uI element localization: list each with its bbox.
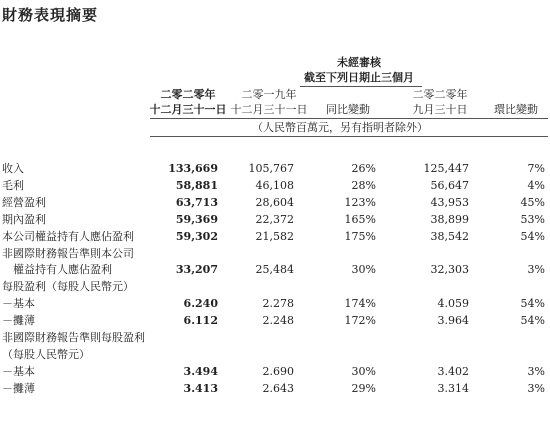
cell-yoy-change: 30%	[351, 263, 376, 277]
header-group-line1: 未經審核	[337, 56, 381, 69]
row-label: （每股人民幣元）	[2, 347, 90, 361]
cell-prior-quarter: 3.964	[437, 314, 469, 328]
cell-prior-year-quarter: 105,767	[248, 162, 294, 175]
cell-current-quarter: 59,369	[175, 212, 218, 226]
cell-qoq-change: 54%	[520, 229, 545, 243]
cell-prior-year-quarter: 46,108	[255, 178, 294, 192]
header-col2-line2: 十二月三十一日	[230, 103, 308, 116]
row-label: 非國際財務報告準則本公司	[2, 246, 134, 260]
cell-qoq-change: 7%	[527, 162, 545, 175]
row-label: 權益持有人應佔盈利	[2, 263, 112, 277]
cell-prior-year-quarter: 2.690	[262, 364, 294, 378]
cell-prior-quarter: 3.314	[437, 381, 469, 395]
cell-prior-year-quarter: 28,604	[255, 195, 294, 209]
cell-prior-year-quarter: 21,582	[255, 229, 294, 243]
row-label: 非國際財務報告準則每股盈利	[2, 331, 145, 344]
cell-prior-year-quarter: 2.278	[262, 297, 294, 311]
cell-prior-quarter: 125,447	[423, 162, 469, 175]
cell-qoq-change: 45%	[520, 195, 545, 209]
cell-prior-quarter: 56,647	[430, 178, 469, 192]
cell-yoy-change: 174%	[344, 297, 376, 311]
header-col1-line1: 二零二零年	[160, 88, 216, 101]
cell-current-quarter: 59,302	[175, 229, 218, 243]
cell-yoy-change: 28%	[351, 178, 376, 192]
cell-prior-year-quarter: 2.643	[262, 381, 294, 395]
cell-qoq-change: 4%	[527, 178, 545, 192]
row-label: 每股盈利（每股人民幣元）	[2, 280, 134, 294]
cell-yoy-change: 123%	[344, 195, 376, 209]
cell-qoq-change: 53%	[520, 212, 545, 226]
cell-current-quarter: 6.240	[183, 297, 218, 311]
cell-current-quarter: 33,207	[175, 263, 218, 277]
row-label: －基本	[2, 297, 35, 311]
cell-yoy-change: 172%	[344, 314, 376, 328]
cell-prior-quarter: 38,899	[430, 212, 469, 226]
header-col1-line2: 十二月三十一日	[149, 103, 227, 116]
row-label: －攤薄	[2, 381, 35, 395]
row-label: 期內盈利	[2, 212, 46, 226]
row-label: 經營盈利	[2, 195, 46, 209]
header-rule-group	[300, 86, 422, 87]
header-rule-columns	[150, 118, 548, 119]
cell-prior-year-quarter: 2.248	[262, 314, 294, 328]
header-col2-line1: 二零一九年	[241, 88, 297, 101]
page-title: 財務表現摘要	[2, 6, 99, 24]
cell-qoq-change: 54%	[520, 314, 545, 328]
cell-yoy-change: 30%	[351, 364, 376, 378]
header-unit-note: （人民幣百萬元，另有指明者除外）	[252, 121, 428, 134]
cell-prior-quarter: 38,542	[430, 229, 469, 243]
header-col5-label: 環比變動	[494, 103, 538, 116]
cell-current-quarter: 133,669	[168, 162, 218, 175]
row-label: －攤薄	[2, 314, 35, 328]
cell-prior-year-quarter: 22,372	[255, 212, 294, 226]
row-label: 本公司權益持有人應佔盈利	[2, 229, 134, 243]
cell-qoq-change: 3%	[527, 263, 545, 277]
cell-yoy-change: 26%	[351, 162, 376, 175]
header-group-line2: 截至下列日期止三個月	[304, 71, 414, 84]
header-col3-label: 同比變動	[326, 103, 370, 116]
header-col4-line1: 二零二零年	[412, 88, 468, 101]
cell-yoy-change: 175%	[344, 229, 376, 243]
cell-prior-quarter: 32,303	[430, 263, 469, 277]
cell-prior-year-quarter: 25,484	[255, 263, 294, 277]
cell-qoq-change: 3%	[527, 381, 545, 395]
row-label: 收入	[2, 162, 24, 175]
cell-prior-quarter: 3.402	[437, 364, 469, 378]
cell-current-quarter: 6.112	[183, 314, 218, 328]
header-rule-bottom	[150, 136, 548, 137]
row-label: －基本	[2, 364, 35, 378]
row-label: 毛利	[2, 178, 24, 192]
cell-qoq-change: 54%	[520, 297, 545, 311]
cell-yoy-change: 165%	[344, 212, 376, 226]
cell-qoq-change: 3%	[527, 364, 545, 378]
cell-current-quarter: 63,713	[175, 195, 218, 209]
cell-prior-quarter: 4.059	[437, 297, 469, 311]
cell-current-quarter: 58,881	[175, 178, 218, 192]
cell-current-quarter: 3.413	[183, 381, 218, 395]
cell-yoy-change: 29%	[351, 381, 376, 395]
cell-current-quarter: 3.494	[183, 364, 218, 378]
cell-prior-quarter: 43,953	[430, 195, 469, 209]
header-col4-line2: 九月三十日	[412, 103, 468, 116]
